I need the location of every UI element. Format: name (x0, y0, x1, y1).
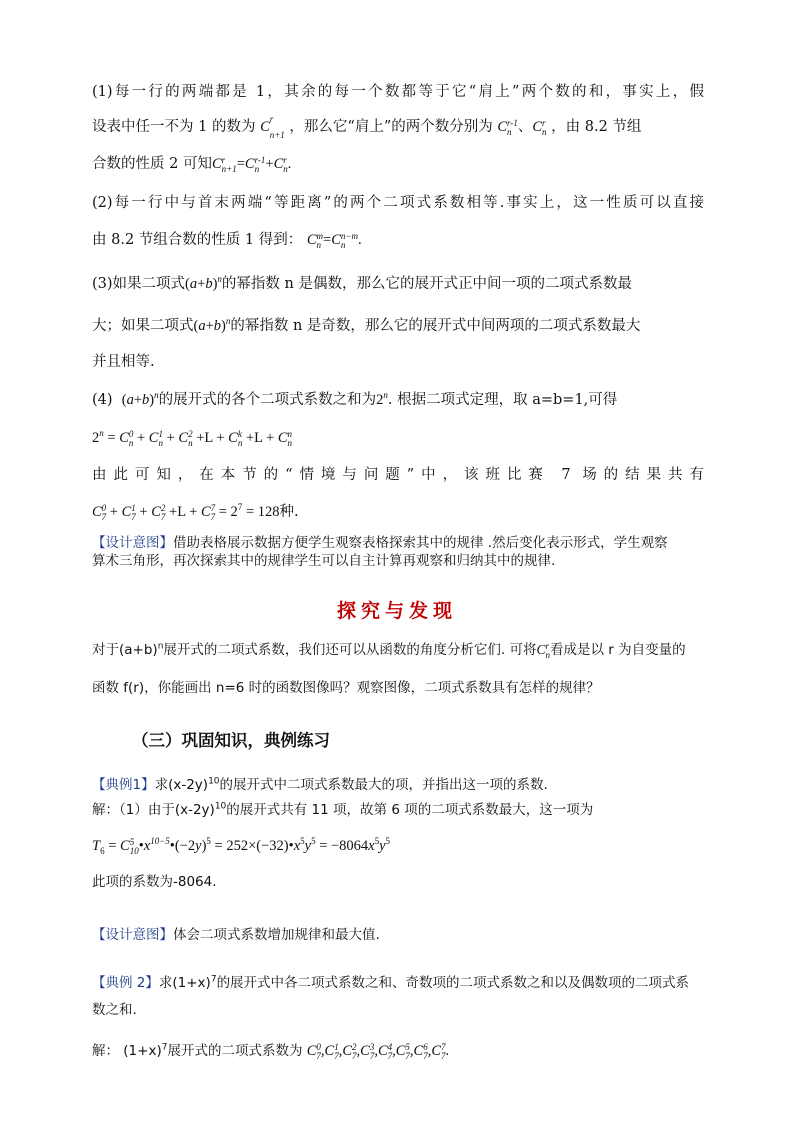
example-1-coefficient: 此项的系数为-8064. (92, 874, 217, 890)
example-1-formula: $T_6 = C$ 5 10 $•x^{10-5}•(-2y)^5$ = $252\times(-32)•x^5y^5 = -8064x^5y^5$ (92, 836, 391, 856)
formula-binomial-3: $(a+b)^n$ (121, 390, 159, 408)
explore-heading: 探究与发现 (336, 600, 457, 622)
section-heading: （三）巩固知识，典例练习 (132, 731, 330, 750)
para-4-line-1: (4) $(a+b)^n$的展开式的各个二项式系数之和为2$^n$. 根据二项式定理，取 a=b=1,可得 (92, 390, 618, 408)
example-1-tag: 【典例1】 (92, 777, 155, 793)
formula-property-2: C r n+1 =C r-1 n +C r n . (211, 154, 292, 174)
example-2-solution: 解： $(1+x)^7$展开式的二项式系数为 C 0 7 ,C 1 7 ,C 2 7 ,C 3 7 ,C 4 7 ,C 5 7 ,C 6 7 ,C 7 7 . (92, 1041, 450, 1061)
design-intent-2-tag: 【设计意图】 (92, 927, 173, 943)
para-3-line-2: 大；如果二项式$(a+b)^n$的幂指数 n 是奇数，那么它的展开式中间两项的二项式系数最大 (92, 316, 641, 334)
para-4-line-3: 由此可知，在本节的“情境与问题”中，该班比赛 7 场的结果共有 (92, 467, 704, 483)
para-1-line-2: 设表中任一不为 1 的数为 C $^r$ $_{n+1}$ ，那么它“肩上”的两个数分别为 C r-1 n 、C r n ，由 8.2 节组 (92, 113, 642, 140)
para-3-line-1: (3)如果二项式$(a+b)^n$的幂指数 n 是偶数，那么它的展开式正中间一项的二项式系数最 (92, 274, 632, 292)
para-3-line-3: 并且相等. (92, 354, 155, 370)
para-4-result-formula: C 0 7 + C 1 7 + C 2 7 +L + C 7 7 = $2^7 = 128$种. (92, 502, 299, 522)
example-2-question: 【典例 2】求$(1+x)^7$的展开式中各二项式系数之和、奇数项的二项式系数之和以及偶数项的二项式系 (92, 974, 690, 991)
para-4-sum-formula: 2$^n$ = C 0 n + C 1 n + C 2 n +L + C k n +L + C n n (92, 428, 293, 448)
para-2-line-1: (2)每一行中与首末两端“等距离”的两个二项式系数相等.事实上，这一性质可以直接 (92, 195, 704, 211)
example-1-solution: 解：（1）由于$(x-2y)^{10}$的展开式共有 11 项，故第 6 项的二项式系数最大，这一项为 (92, 801, 594, 818)
formula-binomial: $(a+b)^n$ (185, 274, 222, 292)
formula-c-n1-r: C $^r$ $_{n+1}$ (260, 113, 285, 140)
example-2-question-line-2: 数之和. (92, 1002, 137, 1018)
design-intent-tag: 【设计意图】 (92, 535, 173, 551)
design-intent-1-line-2: 算术三角形，再次探索其中的规律学生可以自主计算再观察和归纳其中的规律. (92, 553, 556, 569)
explore-line-2: 函数 f(r)，你能画出 n=6 时的函数图像吗？观察图像，二项式系数具有怎样的规律？ (92, 680, 600, 696)
para-1-line-1: (1)每一行的两端都是 1，其余的每一个数都等于它“肩上”两个数的和，事实上，假 (92, 84, 704, 100)
formula-binomial-2: $(a+b)^n$ (193, 316, 231, 334)
example-2-tag: 【典例 2】 (92, 975, 159, 991)
explore-line-1: 对于$(a+b)^n$展开式的二项式系数，我们还可以从函数的角度分析它们. 可将C r n 看成是以 r 为自变量的 (92, 640, 686, 660)
formula-property-1: C m n =C n−m n . (306, 230, 362, 250)
formula-shoulder: C r-1 n 、C r n (497, 117, 547, 137)
para-1-line-3: 合数的性质 2 可知C r n+1 =C r-1 n +C r n . (92, 154, 292, 174)
para-2-line-2: 由 8.2 节组合数的性质 1 得到： C m n =C n−m n . (92, 230, 362, 250)
design-intent-1: 【设计意图】借助表格展示数据方便学生观察表格探索其中的规律 .然后变化表示形式，学生观察 (92, 535, 668, 551)
design-intent-2: 【设计意图】体会二项式系数增加规律和最大值. (92, 927, 380, 943)
example-1-question: 【典例1】求$(x-2y)^{10}$的展开式中二项式系数最大的项，并指出这一项的系数. (92, 776, 548, 793)
